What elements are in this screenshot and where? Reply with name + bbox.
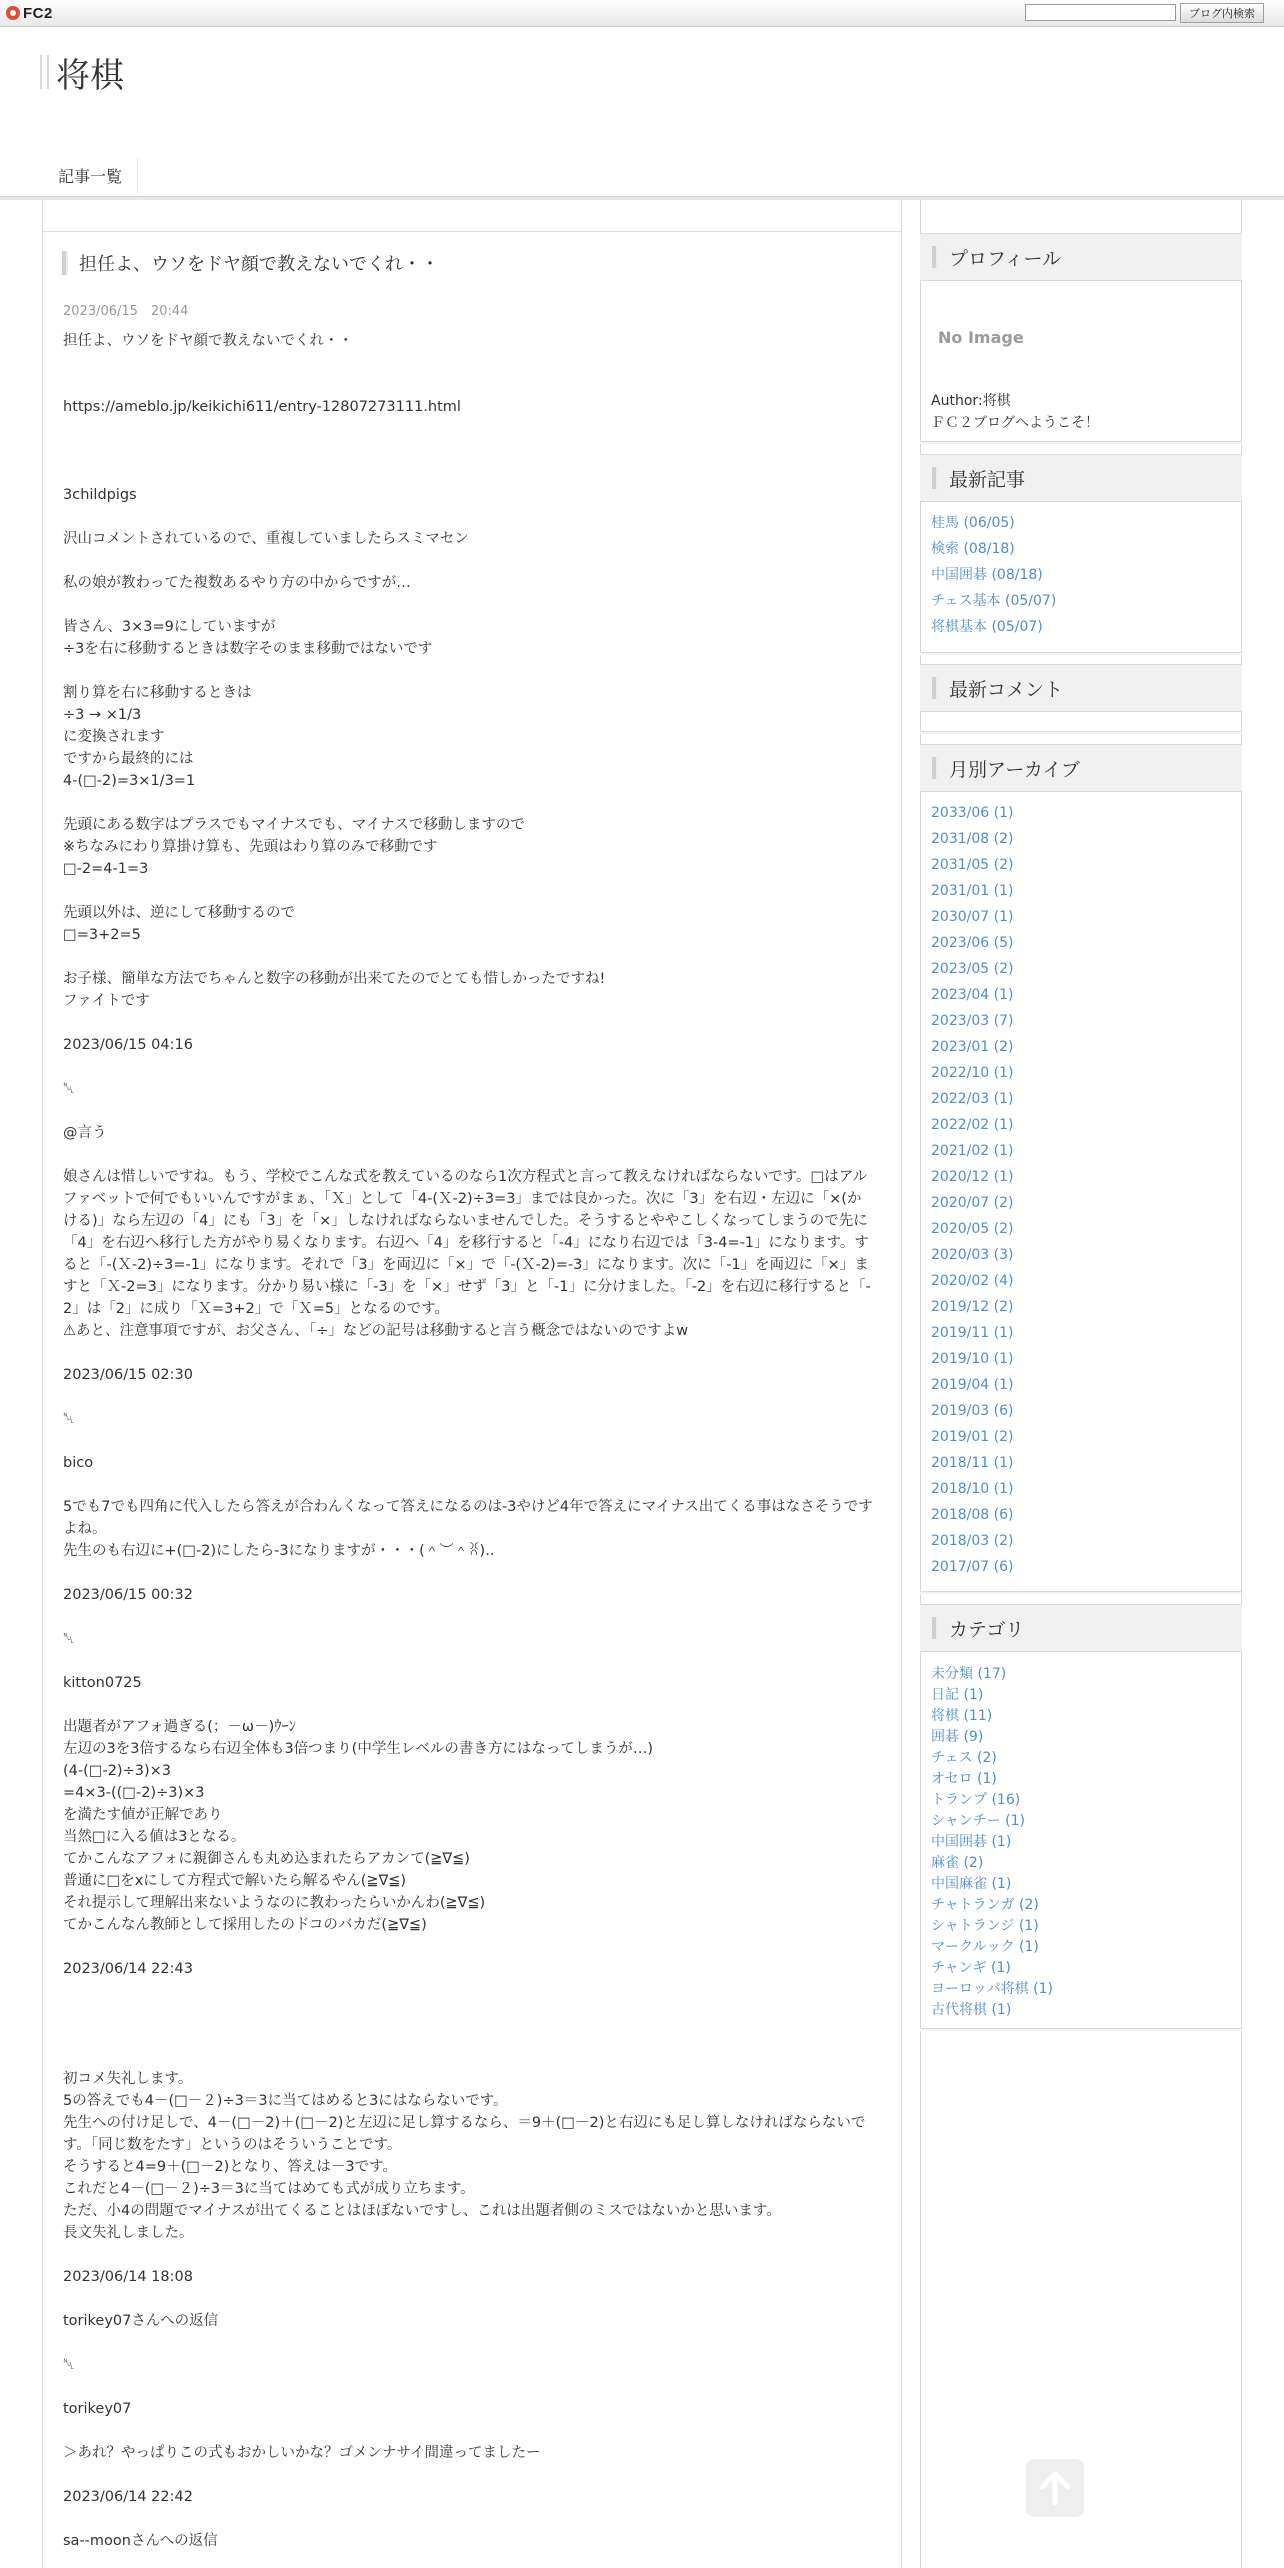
recent-entries-heading	[920, 454, 1242, 502]
heading-accent	[932, 1617, 938, 1639]
category-link[interactable]: 囲碁 (9)	[931, 1729, 984, 1745]
category-link[interactable]: 中国麻雀 (1)	[931, 1876, 1012, 1892]
plugin-divider	[920, 2028, 1242, 2031]
recent-comments-heading-text: 最新コメント	[949, 678, 1064, 701]
category-link[interactable]: マークルック (1)	[931, 1939, 1039, 1955]
fc2-logo-icon	[6, 6, 20, 20]
category-link[interactable]: 未分類 (17)	[931, 1666, 1007, 1682]
recent-entry-link[interactable]: 中国囲碁 (08/18)	[931, 567, 1043, 583]
blog-search-button[interactable]: ブログ内検索	[1180, 3, 1264, 23]
category-link[interactable]: 古代将棋 (1)	[931, 2002, 1012, 2018]
recent-entries-list	[931, 510, 1056, 640]
archive-link[interactable]: 2023/05 (2)	[931, 961, 1014, 977]
archive-link[interactable]: 2019/11 (1)	[931, 1325, 1014, 1341]
plugin-divider	[920, 1591, 1242, 1594]
category-link[interactable]: トランプ (16)	[931, 1792, 1021, 1808]
category-link[interactable]: シャンチー (1)	[931, 1813, 1026, 1829]
archive-link[interactable]: 2023/01 (2)	[931, 1039, 1014, 1055]
categories-heading	[920, 1604, 1242, 1652]
categories-list	[931, 1664, 1053, 2021]
archive-link[interactable]: 2020/05 (2)	[931, 1221, 1014, 1237]
archive-link[interactable]: 2022/02 (1)	[931, 1117, 1014, 1133]
entry-body: 担任よ、ウソをドヤ顔で教えないでくれ・・ https://ameblo.jp/keikichi611/entry-12807273111.html 3childpigs 沢山コメントされているので、重複していましたらスミマセン 私の娘が教わってた複数あるやり方の中からですが… 皆さん、3×3=9にしていますが ÷3を右に移動するときは数字そのまま移動ではないです 割り算を右に移動するときは ÷3 → ×1/3 に変換されます ですから最終的には 4-(□-2)=3×1/3=1 先頭にある数字はプラスでもマイナスでも、マイナスで移動しますので ※ちなみにわり算掛け算も、先頭はわり算のみで移動です □-2=4-1=3 先頭以外は、逆にして移動するので □=3+2=5 お子様、簡単な方法でちゃんと数字の移動が出来てたのでとても惜しかったですね! ファイトです 2023/06/15 04:16 ␀ @言う 娘さんは惜しいですね。もう、学校でこんな式を教えているのなら1次方程式と言って教えなければならないです。□はアルファベットで何でもいいんですがまぁ、「Ｘ」として「4-(Ｘ-2)÷3=3」までは良かった。次に「3」を右辺・左辺に「×(かける)」なら左辺の「4」にも「3」を「×」しなければならないませんでした。そうするとややこしくなってしまうので先に「4」を右辺へ移行した方がやり易くなります。右辺へ「4」を移行すると「-4」になり右辺では「3-4=-1」になります。すると「-(Ｘ-2)÷3=-1」になります。それで「3」を両辺に「×」で「-(Ｘ-2)=-3」になります。次に「-1」を両辺に「×」ますと「Ｘ-2=3」になります。分かり易い様に「-3」を「×」せず「3」と「-1」に分けました。「-2」を右辺に移行すると「-2」は「2」に成り「Ｘ=3+2」で「Ｘ=5」となるのです。 ⚠あと、注意事項ですが、お父さん、「÷」などの記号は移動すると言う概念ではないのですよw 2023/06/15 02:30 ␀ bico 5でも7でも四角に代入したら答えが合わんくなって答えになるのは-3やけど4年で答えにマイナス出てくる事はなさそうですよね。 先生のも右辺に+(□-2)にしたら-3になりますが・・・(＾︶＾ꐦ).. 2023/06/15 00:32 ␀ kitton0725 出題者がアフォ過ぎる(；－ω－)ｳｰﾝ 左辺の3を3倍するなら右辺全体も3倍つまり(中学生レベルの書き方にはなってしまうが…) (4-(□-2)÷3)×3 =4×3-((□-2)÷3)×3 を満たす値が正解であり 当然□に入る値は3となる。 てかこんなアフォに親御さんも丸め込まれたらアカンて(≧∇≦) 普通に□をxにして方程式で解いたら解るやん(≧∇≦) それ提示して理解出来ないようなのに教わったらいかんわ(≧∇≦) てかこんなん教師として採用したのドコのバカだ(≧∇≦) 2023/06/14 22:43 初コメ失礼します。 5の答えでも4－(□－２)÷3＝3に当てはめると3にはならないです。 先生への付け足しで、4－(□－2)＋(□－2)と左辺に足し算するなら、＝9＋(□－2)と右辺にも足し算しなければならないです。「同じ数をたす」というのはそういうことです。 そうすると4=9＋(□－2)となり、答えは－3です。 これだと4－(□－２)÷3＝3に当てはめても式が成り立ちます。 ただ、小4の問題でマイナスが出てくることはほぼないですし、これは出題者側のミスではないかと思います。 長文失礼しました。 2023/06/14 18:08 torikey07さんへの返信 ␀ torikey07 ＞あれ？やっぱりこの式もおかしいかな？ゴメンナサイ間違ってましたー 2023/06/14 22:42 sa--moonさんへの返信	[63, 333, 873, 2549]
recent-entry-link[interactable]: 桂馬 (06/05)	[931, 515, 1015, 531]
plugin-divider	[920, 441, 1242, 444]
fc2-logo[interactable]	[6, 4, 53, 22]
profile-heading-text: プロフィール	[949, 247, 1062, 270]
archives-heading	[920, 744, 1242, 792]
archives-heading-text: 月別アーカイブ	[949, 758, 1080, 781]
recent-comments-plugin	[920, 664, 1242, 712]
profile-plugin	[920, 233, 1242, 281]
archive-link[interactable]: 2020/02 (4)	[931, 1273, 1014, 1289]
blog-title-area	[40, 50, 124, 94]
plugin-divider	[920, 652, 1242, 655]
archive-link[interactable]: 2019/12 (2)	[931, 1299, 1014, 1315]
category-link[interactable]: チャンギ (1)	[931, 1960, 1011, 1976]
fc2-logo-text: FC2	[23, 4, 53, 22]
blog-title[interactable]: 将棋	[56, 55, 124, 96]
recent-entry-link[interactable]: 検索 (08/18)	[931, 541, 1015, 557]
recent-entries-plugin	[920, 454, 1242, 502]
archive-link[interactable]: 2020/07 (2)	[931, 1195, 1014, 1211]
categories-heading-text: カテゴリ	[949, 1618, 1025, 1641]
archive-link[interactable]: 2018/10 (1)	[931, 1481, 1014, 1497]
recent-entry-link[interactable]: チェス基本 (05/07)	[931, 593, 1057, 609]
archive-link[interactable]: 2022/03 (1)	[931, 1091, 1014, 1107]
entry-header	[62, 250, 439, 276]
blog-search-input[interactable]	[1025, 4, 1176, 21]
archive-link[interactable]: 2031/05 (2)	[931, 857, 1014, 873]
heading-accent	[932, 246, 938, 268]
archives-list	[931, 800, 1013, 1580]
title-accent-bar	[40, 55, 49, 89]
archive-link[interactable]: 2023/03 (7)	[931, 1013, 1014, 1029]
recent-entry-link[interactable]: 将棋基本 (05/07)	[931, 619, 1043, 635]
profile-welcome: ＦＣ２ブログへようこそ！	[931, 415, 1099, 431]
archive-link[interactable]: 2023/06 (5)	[931, 935, 1014, 951]
profile-heading	[920, 233, 1242, 281]
categories-plugin	[920, 1604, 1242, 1652]
profile-no-image: No Image	[938, 328, 1024, 347]
archive-link[interactable]: 2019/10 (1)	[931, 1351, 1014, 1367]
fc2-toolbar	[0, 0, 1284, 27]
archive-link[interactable]: 2021/02 (1)	[931, 1143, 1014, 1159]
heading-accent	[932, 677, 938, 699]
entry-title[interactable]: 担任よ、ウソをドヤ顔で教えないでくれ・・	[79, 254, 439, 275]
arrow-up-icon	[1026, 2459, 1084, 2517]
category-link[interactable]: シャトランジ (1)	[931, 1918, 1039, 1934]
heading-accent	[932, 467, 938, 489]
plugin-divider	[920, 731, 1242, 734]
nav-item-entry-list[interactable]: 記事一覧	[43, 158, 138, 193]
archive-link[interactable]: 2031/01 (1)	[931, 883, 1014, 899]
archive-link[interactable]: 2030/07 (1)	[931, 909, 1014, 925]
archive-link[interactable]: 2022/10 (1)	[931, 1065, 1014, 1081]
category-link[interactable]: 将棋 (11)	[931, 1708, 993, 1724]
archive-link[interactable]: 2023/04 (1)	[931, 987, 1014, 1003]
category-link[interactable]: 麻雀 (2)	[931, 1855, 984, 1871]
archive-link[interactable]: 2018/03 (2)	[931, 1533, 1014, 1549]
archive-link[interactable]: 2018/08 (6)	[931, 1507, 1014, 1523]
global-nav	[43, 158, 138, 193]
archive-link[interactable]: 2019/03 (6)	[931, 1403, 1014, 1419]
archive-link[interactable]: 2020/03 (3)	[931, 1247, 1014, 1263]
recent-comments-heading	[920, 664, 1242, 712]
category-link[interactable]: チャトランガ (2)	[931, 1897, 1039, 1913]
main-top-divider	[42, 231, 902, 232]
recent-entries-heading-text: 最新記事	[949, 468, 1026, 491]
category-link[interactable]: 日記 (1)	[931, 1687, 984, 1703]
entry-date: 2023/06/15 20:44	[63, 304, 189, 319]
category-link[interactable]: チェス (2)	[931, 1750, 997, 1766]
archive-link[interactable]: 2017/07 (6)	[931, 1559, 1014, 1575]
category-link[interactable]: オセロ (1)	[931, 1771, 997, 1787]
category-link[interactable]: ヨーロッパ将棋 (1)	[931, 1981, 1054, 1997]
archives-plugin	[920, 744, 1242, 792]
archive-link[interactable]: 2031/08 (2)	[931, 831, 1014, 847]
archive-link[interactable]: 2019/01 (2)	[931, 1429, 1014, 1445]
profile-author: Author:将棋	[931, 393, 1011, 409]
category-link[interactable]: 中国囲碁 (1)	[931, 1834, 1012, 1850]
archive-link[interactable]: 2018/11 (1)	[931, 1455, 1014, 1471]
archive-link[interactable]: 2019/04 (1)	[931, 1377, 1014, 1393]
archive-link[interactable]: 2033/06 (1)	[931, 805, 1014, 821]
entry-title-accent	[62, 251, 68, 275]
profile-text	[931, 390, 1099, 434]
scroll-to-top-button[interactable]	[1026, 2459, 1084, 2517]
archive-link[interactable]: 2020/12 (1)	[931, 1169, 1014, 1185]
heading-accent	[932, 757, 938, 779]
